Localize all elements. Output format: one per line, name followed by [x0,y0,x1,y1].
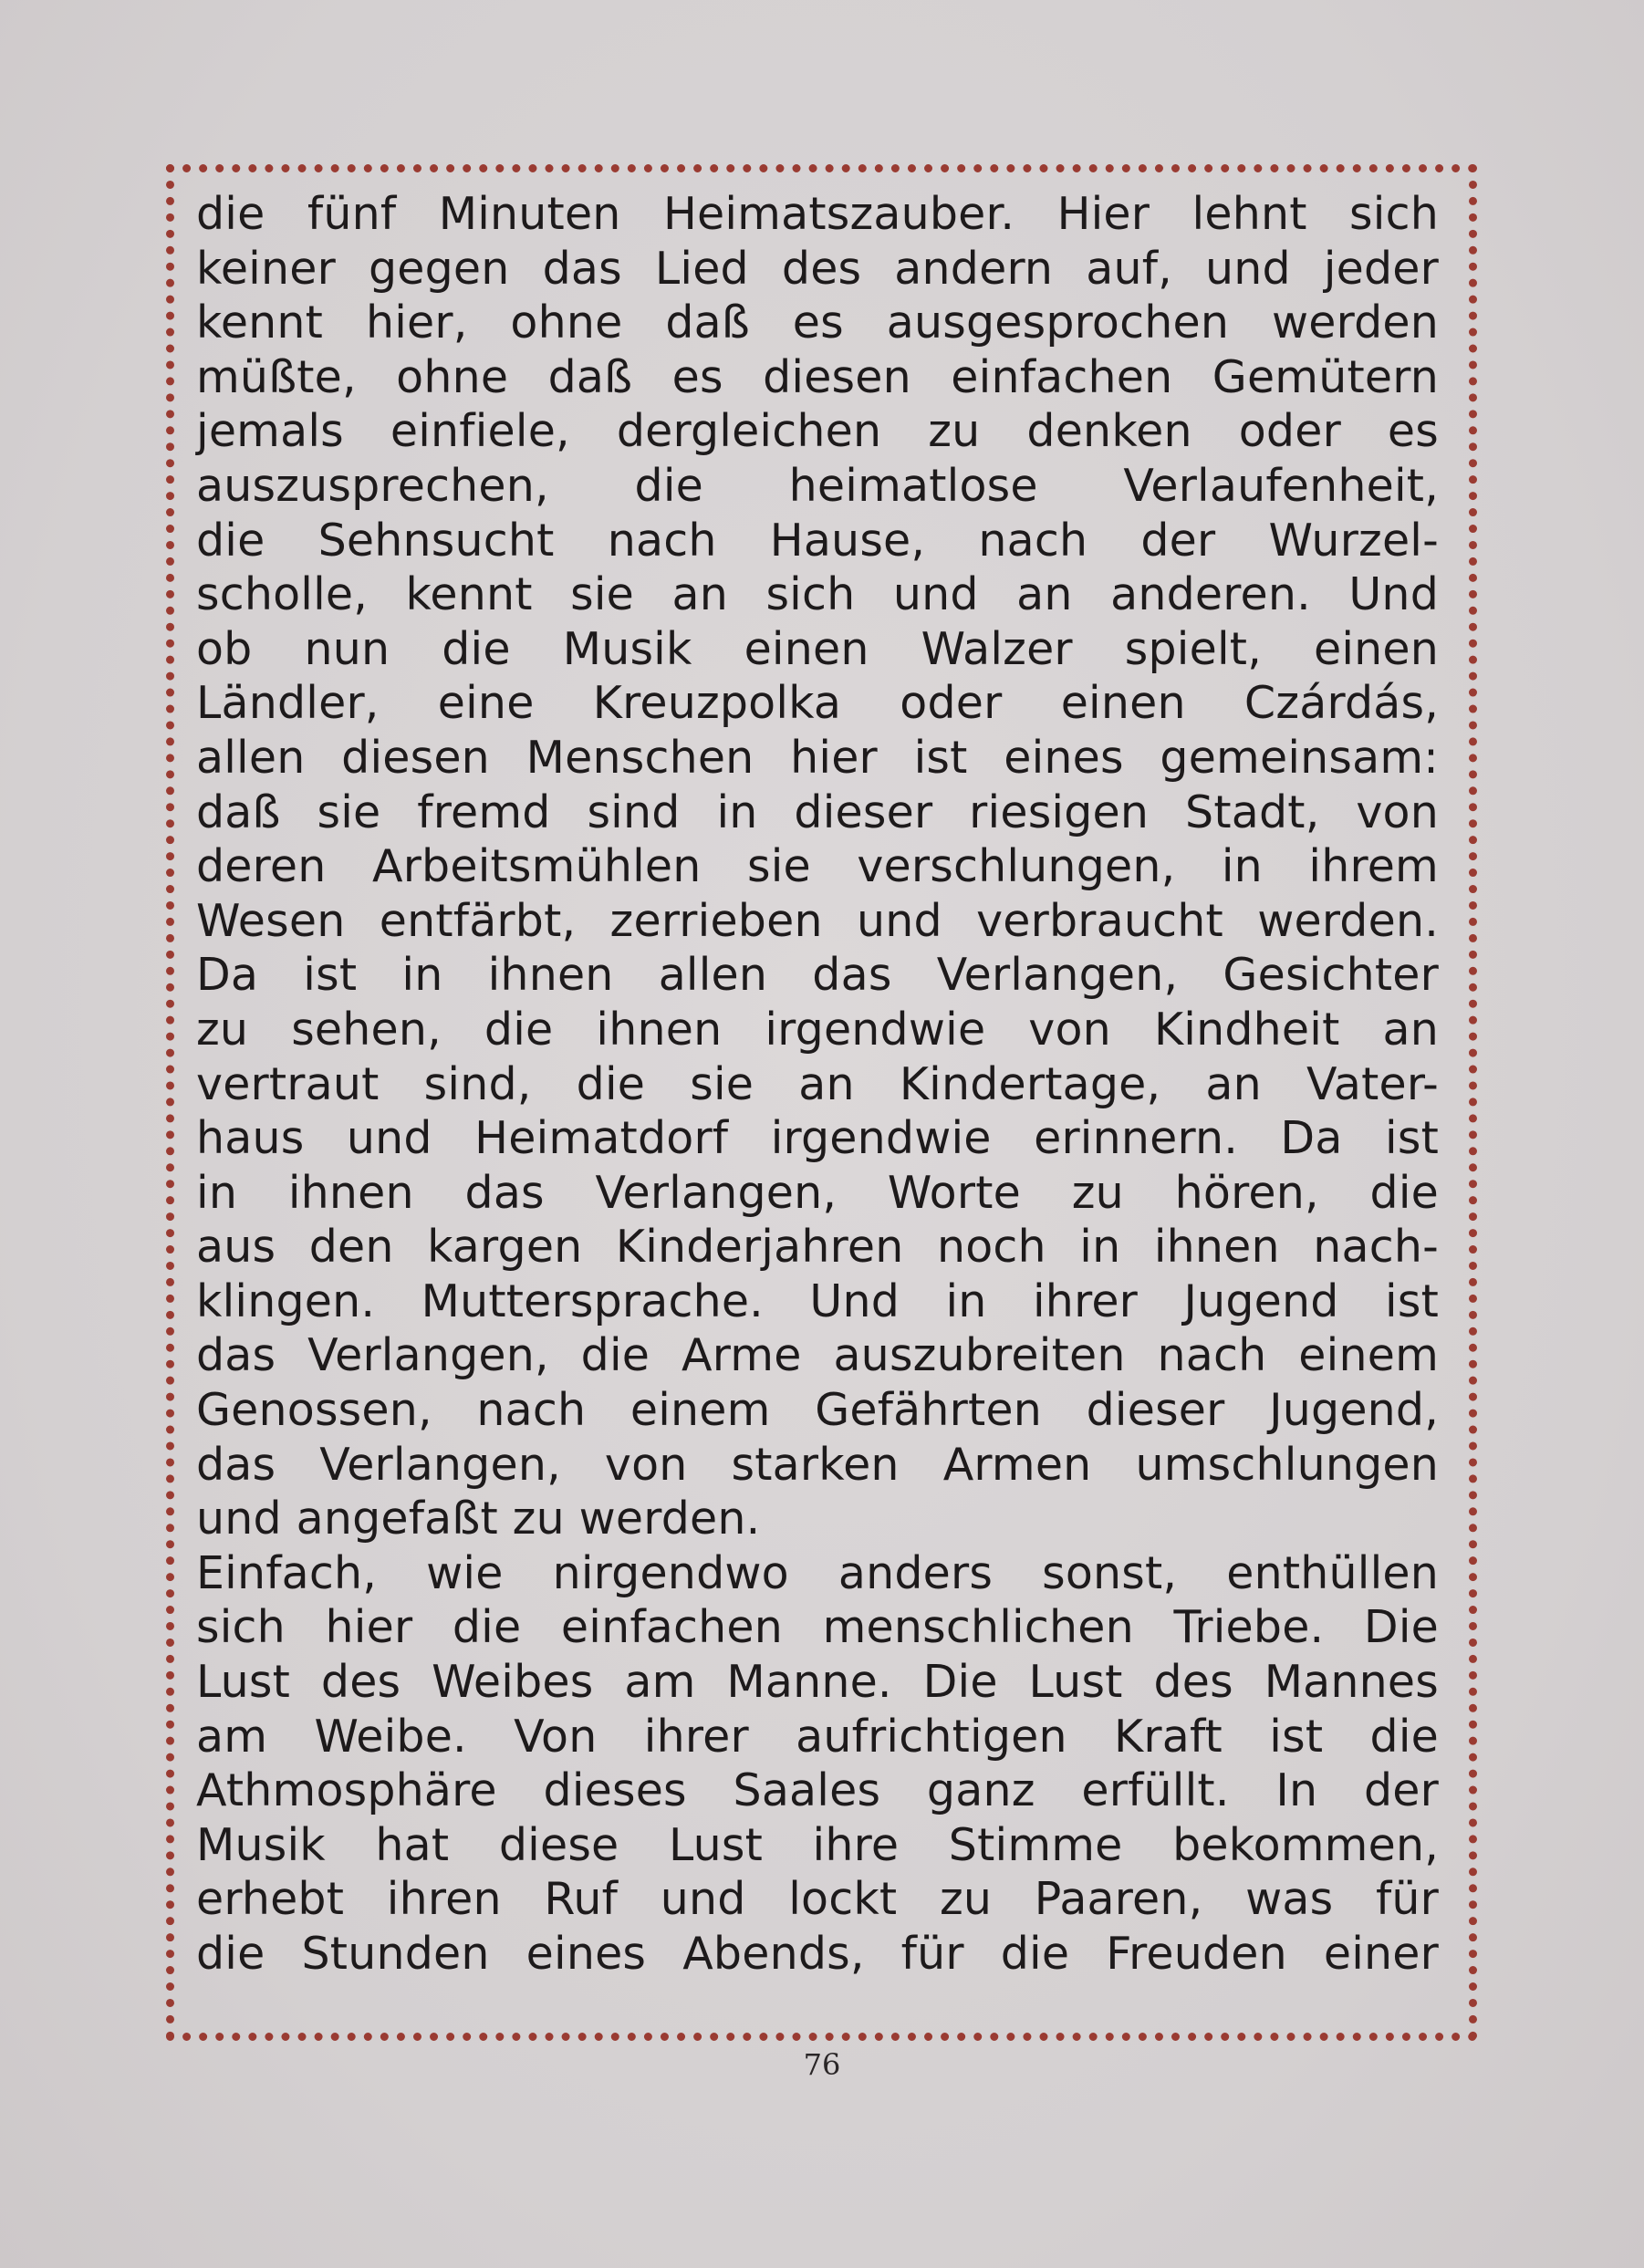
text-line: deren Arbeitsmühlen sie verschlungen, in ihrem [196,840,1439,893]
text-line: die Stunden eines Abends, für die Freuden einer [196,1928,1439,1980]
text-line: ob nun die Musik einen Walzer spielt, einen [196,622,1439,675]
text-line: kennt hier, ohne daß es ausgesprochen werden [196,297,1439,349]
text-line: Einfach, wie nirgendwo anders sonst, enthüllen [196,1546,1439,1599]
text-line: Lust des Weibes am Manne. Die Lust des Mannes [196,1656,1439,1709]
text-line: und angefaßt zu werden. [196,1493,761,1545]
text-line: keiner gegen das Lied des andern auf, und jeder [196,242,1439,295]
text-line: allen diesen Menschen hier ist eines gemeinsam: [196,731,1439,784]
text-line: aus den kargen Kinderjahren noch in ihnen nach- [196,1221,1439,1274]
text-line: scholle, kennt sie an sich und an anderen. Und [196,568,1439,621]
text-line: Genossen, nach einem Gefährten dieser Jugend, [196,1384,1439,1437]
page-number: 76 [803,2047,841,2082]
text-line: daß sie fremd sind in dieser riesigen Stadt, von [196,785,1439,838]
text-line: das Verlangen, von starken Armen umschlungen [196,1438,1439,1491]
text-line: Wesen entfärbt, zerrieben und verbraucht werden. [196,894,1439,947]
text-line: die Sehnsucht nach Hause, nach der Wurzel- [196,514,1439,567]
text-line: die fünf Minuten Heimatszauber. Hier lehnt sich [196,188,1439,240]
text-line: Ländler, eine Kreuzpolka oder einen Czárdás, [196,677,1439,730]
text-line: Musik hat diese Lust ihre Stimme bekommen, [196,1818,1439,1871]
text-line: das Verlangen, die Arme auszubreiten nach einem [196,1329,1439,1382]
text-line: jemals einfiele, dergleichen zu denken oder es [196,405,1439,458]
text-line: sich hier die einfachen menschlichen Triebe. Die [196,1601,1439,1654]
body-text [196,187,1439,2012]
text-line: vertraut sind, die sie an Kindertage, an Vater- [196,1057,1439,1110]
text-line: am Weibe. Von ihrer aufrichtigen Kraft ist die [196,1710,1439,1763]
text-line: haus und Heimatdorf irgendwie erinnern. Da ist [196,1112,1439,1165]
text-line: klingen. Muttersprache. Und in ihrer Jugend ist [196,1274,1439,1327]
text-line: erhebt ihren Ruf und lockt zu Paaren, was für [196,1873,1439,1926]
text-line: in ihnen das Verlangen, Worte zu hören, die [196,1166,1439,1219]
text-line: zu sehen, die ihnen irgendwie von Kindheit an [196,1003,1439,1056]
text-line: auszusprechen, die heimatlose Verlaufenheit, [196,459,1439,512]
text-line: Athmosphäre dieses Saales ganz erfüllt. In der [196,1764,1439,1817]
text-line: Da ist in ihnen allen das Verlangen, Gesichter [196,949,1439,1002]
text-line: müßte, ohne daß es diesen einfachen Gemütern [196,350,1439,403]
